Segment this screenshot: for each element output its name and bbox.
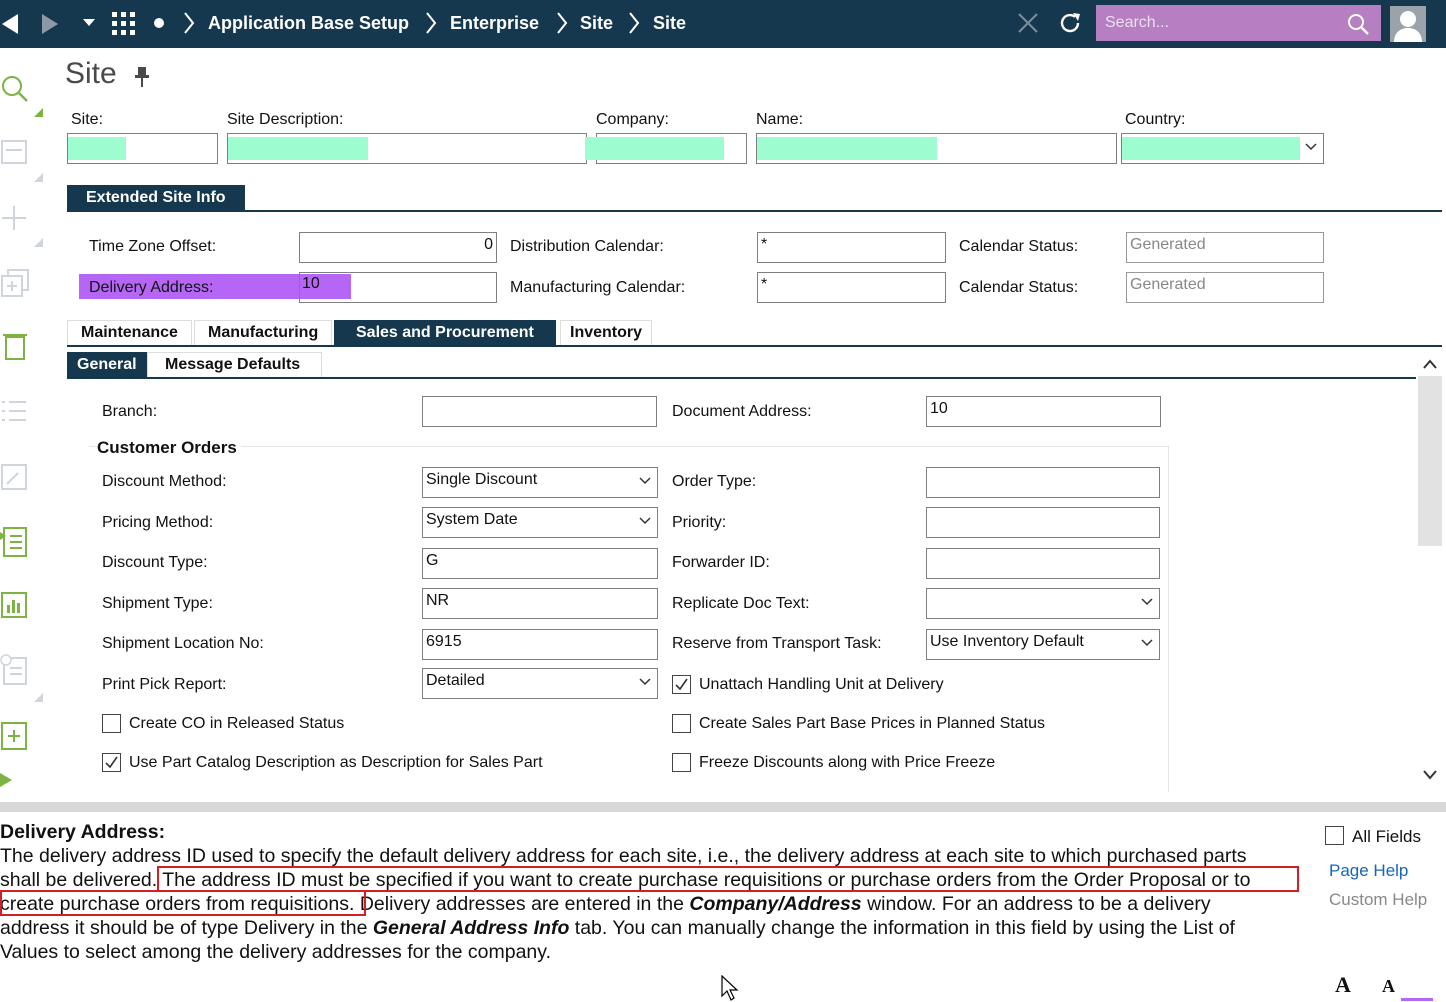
calendar-status-field: Generated xyxy=(1126,272,1324,303)
name-field[interactable] xyxy=(756,133,1117,164)
branch-field[interactable] xyxy=(422,396,657,427)
left-toolbar xyxy=(0,48,48,802)
pin-icon[interactable] xyxy=(133,66,151,88)
refresh-icon[interactable] xyxy=(1057,10,1083,36)
tab-general[interactable]: General xyxy=(67,352,147,378)
reserve-from-transport-task-select[interactable]: Use Inventory Default xyxy=(926,629,1160,660)
site-label: Site: xyxy=(71,111,104,128)
chevron-right-icon xyxy=(556,10,568,36)
divider xyxy=(67,345,1442,347)
help-line: address it should be of type Delivery in the General Address Info tab. You can manually change the information in this field by using the List of xyxy=(0,917,1235,939)
use-part-catalog-description-label: Use Part Catalog Description as Description for Sales Part xyxy=(129,754,543,771)
breadcrumb-application-base-setup[interactable]: Application Base Setup xyxy=(208,13,410,33)
site-description-field[interactable] xyxy=(227,133,587,164)
section-title-customer-orders: Customer Orders xyxy=(97,438,241,458)
tab-sales-and-procurement[interactable]: Sales and Procurement xyxy=(334,320,556,346)
chevron-down-icon[interactable] xyxy=(639,477,651,485)
company-field[interactable] xyxy=(596,133,747,164)
unattach-handling-unit-label: Unattach Handling Unit at Delivery xyxy=(699,676,944,693)
create-sales-part-base-prices-checkbox[interactable] xyxy=(672,714,691,733)
scrollbar[interactable] xyxy=(1418,352,1442,788)
apps-grid-icon[interactable] xyxy=(111,11,136,36)
tab-inventory[interactable]: Inventory xyxy=(560,320,652,346)
open-link-icon[interactable] xyxy=(0,463,28,491)
document-list-icon[interactable] xyxy=(0,526,28,558)
print-pick-report-label: Print Pick Report: xyxy=(102,676,227,693)
divider xyxy=(67,210,1442,212)
custom-help-link[interactable]: Custom Help xyxy=(1329,890,1428,909)
delete-icon[interactable] xyxy=(2,331,28,361)
accent-line xyxy=(1401,998,1433,1001)
search-icon[interactable] xyxy=(0,74,30,104)
pricing-method-select[interactable]: System Date xyxy=(422,507,658,538)
chevron-right-icon xyxy=(628,10,640,36)
use-part-catalog-description-checkbox[interactable] xyxy=(102,753,121,772)
replicate-doc-text-select[interactable] xyxy=(926,588,1160,619)
create-sales-part-base-prices-label: Create Sales Part Base Prices in Planned Status xyxy=(699,715,1045,732)
masked-value xyxy=(1122,137,1300,160)
help-line: shall be delivered. The address ID must be specified if you want to create purchase requisitions or purchase orders from the Order Proposal or to xyxy=(0,869,1251,891)
tab-message-defaults[interactable]: Message Defaults xyxy=(147,352,322,378)
scroll-up-icon[interactable] xyxy=(1423,359,1437,369)
scroll-down-icon[interactable] xyxy=(1423,770,1437,780)
chevron-down-icon[interactable] xyxy=(1305,143,1317,151)
chevron-down-icon[interactable] xyxy=(1141,598,1153,606)
search-input[interactable] xyxy=(1096,5,1346,41)
unattach-handling-unit-checkbox[interactable] xyxy=(672,675,691,694)
print-pick-report-select[interactable]: Detailed xyxy=(422,668,658,699)
font-increase-button[interactable]: A xyxy=(1335,972,1351,997)
discount-type-label: Discount Type: xyxy=(102,554,208,571)
expand-corner-icon xyxy=(34,108,43,117)
shipment-type-field[interactable]: NR xyxy=(422,588,658,619)
country-label: Country: xyxy=(1125,111,1186,128)
chart-icon[interactable] xyxy=(0,591,28,619)
user-icon xyxy=(1390,6,1426,42)
manufacturing-calendar-label: Manufacturing Calendar: xyxy=(510,279,686,296)
site-description-label: Site Description: xyxy=(227,111,344,128)
company-label: Company: xyxy=(596,111,669,128)
name-label: Name: xyxy=(756,111,804,128)
tab-maintenance[interactable]: Maintenance xyxy=(67,320,192,346)
close-icon[interactable] xyxy=(1017,12,1039,34)
country-select[interactable] xyxy=(1121,133,1324,164)
order-type-label: Order Type: xyxy=(672,473,757,490)
expand-corner-icon xyxy=(34,238,43,247)
create-co-released-label: Create CO in Released Status xyxy=(129,715,345,732)
masked-value xyxy=(585,137,724,160)
chevron-down-icon[interactable] xyxy=(639,678,651,686)
new-document-icon[interactable] xyxy=(0,721,28,751)
highlight-box xyxy=(157,866,1299,892)
pricing-method-label: Pricing Method: xyxy=(102,514,214,531)
distribution-calendar-field[interactable]: * xyxy=(757,232,946,263)
top-bar xyxy=(0,0,1446,48)
page-title: Site xyxy=(65,57,117,90)
home-dot-icon[interactable] xyxy=(153,17,165,29)
help-line: The delivery address ID used to specify the default delivery address for each site, i.e., the delivery address at each site to which purchased parts xyxy=(0,845,1247,867)
expand-corner-icon xyxy=(34,173,43,182)
expand-corner-icon xyxy=(34,693,43,702)
masked-value xyxy=(757,137,937,160)
reserve-from-transport-task-label: Reserve from Transport Task: xyxy=(672,635,882,652)
breadcrumb-enterprise[interactable]: Enterprise xyxy=(450,13,540,33)
search-icon[interactable] xyxy=(1346,12,1370,36)
checkmark-icon xyxy=(674,677,689,692)
help-line: Values to select among the delivery addresses for the company. xyxy=(0,941,551,963)
delivery-address-field[interactable]: 10 xyxy=(299,272,497,303)
history-dropdown-icon[interactable] xyxy=(82,18,96,28)
shipment-location-no-label: Shipment Location No: xyxy=(102,635,264,652)
calendar-status-label: Calendar Status: xyxy=(959,238,1079,255)
document-address-label: Document Address: xyxy=(672,403,812,420)
chevron-down-icon[interactable] xyxy=(639,517,651,525)
priority-field[interactable] xyxy=(926,507,1160,538)
chevron-down-icon[interactable] xyxy=(1141,639,1153,647)
tab-extended-site-info[interactable]: Extended Site Info xyxy=(67,185,245,211)
shipment-location-no-field[interactable]: 6915 xyxy=(422,629,658,660)
forward-icon[interactable] xyxy=(40,13,60,35)
site-field[interactable] xyxy=(67,133,218,164)
discount-type-field[interactable]: G xyxy=(422,548,658,579)
freeze-discounts-label: Freeze Discounts along with Price Freeze xyxy=(699,754,996,771)
all-fields-checkbox[interactable] xyxy=(1325,826,1344,845)
shipment-type-label: Shipment Type: xyxy=(102,595,213,612)
masked-value xyxy=(228,137,368,160)
create-co-released-checkbox[interactable] xyxy=(102,714,121,733)
delivery-address-label: Delivery Address: xyxy=(89,279,214,296)
mouse-cursor-icon xyxy=(721,975,741,1002)
discount-method-select[interactable]: Single Discount xyxy=(422,467,658,498)
time-zone-offset-label: Time Zone Offset: xyxy=(89,238,217,255)
search-box[interactable] xyxy=(1096,5,1381,41)
help-line: create purchase orders from requisitions. Delivery addresses are entered in the Company/Address window. For an address to be a delivery xyxy=(0,893,1211,915)
document-address-field[interactable]: 10 xyxy=(926,396,1161,427)
calendar-status-label: Calendar Status: xyxy=(959,279,1079,296)
chevron-right-icon xyxy=(183,10,195,36)
duplicate-icon[interactable] xyxy=(0,268,30,298)
info-document-icon[interactable] xyxy=(0,654,28,686)
highlight-box xyxy=(0,890,366,916)
chevron-right-icon xyxy=(425,10,437,36)
tab-manufacturing[interactable]: Manufacturing xyxy=(194,320,332,346)
add-icon[interactable] xyxy=(0,204,28,232)
scrollbar-thumb[interactable] xyxy=(1418,376,1442,546)
breadcrumb-site[interactable]: Site xyxy=(580,13,614,33)
branch-label: Branch: xyxy=(102,403,158,420)
time-zone-offset-field[interactable]: 0 xyxy=(299,232,497,263)
calendar-status-field: Generated xyxy=(1126,232,1324,263)
checkmark-icon xyxy=(104,755,119,770)
font-decrease-button[interactable]: A xyxy=(1382,976,1395,996)
manufacturing-calendar-field[interactable]: * xyxy=(757,272,946,303)
forwarder-id-field[interactable] xyxy=(926,548,1160,579)
save-icon[interactable] xyxy=(0,138,28,166)
masked-value xyxy=(68,137,126,160)
divider xyxy=(67,377,1416,379)
breadcrumb-site-current[interactable]: Site xyxy=(653,13,687,33)
page-help-link[interactable]: Page Help xyxy=(1329,861,1409,880)
forwarder-id-label: Forwarder ID: xyxy=(672,554,770,571)
user-avatar[interactable] xyxy=(1390,6,1426,42)
help-splitter[interactable] xyxy=(0,802,1446,812)
help-title: Delivery Address: xyxy=(0,821,166,843)
order-type-field[interactable] xyxy=(926,467,1160,498)
discount-method-label: Discount Method: xyxy=(102,473,227,490)
priority-label: Priority: xyxy=(672,514,727,531)
freeze-discounts-checkbox[interactable] xyxy=(672,753,691,772)
distribution-calendar-label: Distribution Calendar: xyxy=(510,238,664,255)
all-fields-label: All Fields xyxy=(1352,827,1421,846)
replicate-doc-text-label: Replicate Doc Text: xyxy=(672,595,810,612)
back-icon[interactable] xyxy=(0,13,20,35)
play-icon[interactable] xyxy=(0,772,14,788)
list-icon[interactable] xyxy=(0,398,28,424)
